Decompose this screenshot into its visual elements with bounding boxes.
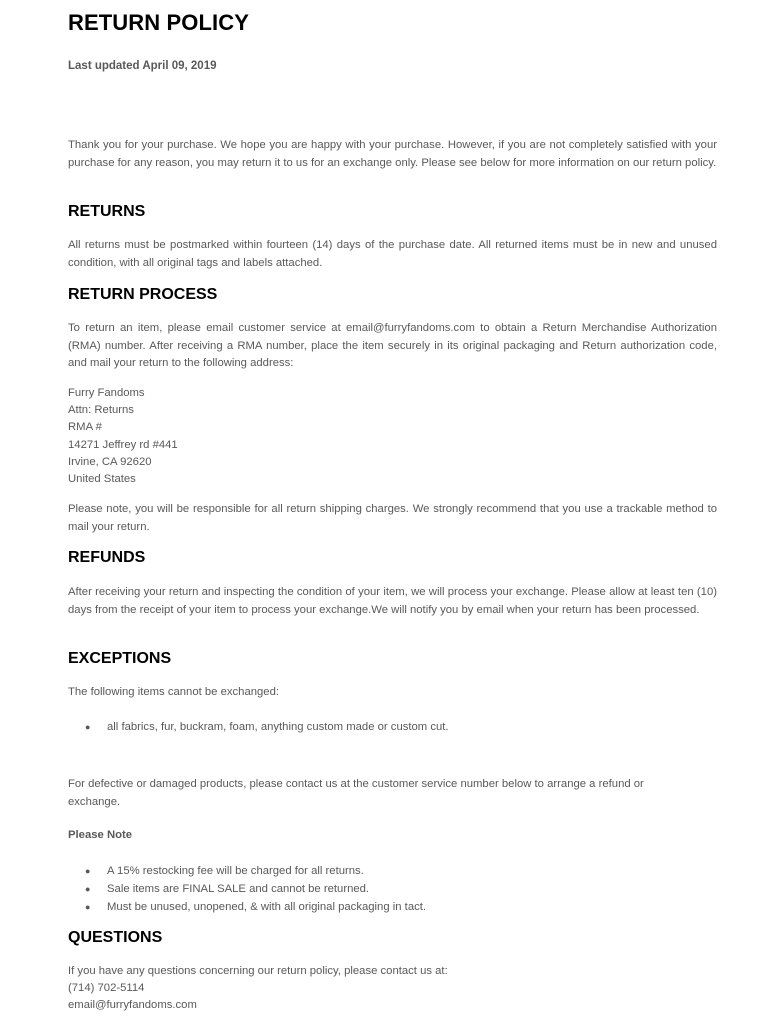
bullet-icon: ● — [85, 866, 91, 876]
list-item — [68, 899, 426, 917]
list-item-text: Sale items are FINAL SALE and cannot be returned. — [107, 882, 370, 895]
exceptions-heading: EXCEPTIONS — [68, 650, 172, 667]
defective-paragraph: For defective or damaged products, please contact us at the customer service number below to arrange a refund or exchange. — [68, 778, 644, 808]
list-item-text: A 15% restocking fee will be charged for all returns. — [107, 865, 364, 877]
list-item — [68, 719, 449, 737]
list-item-text: all fabrics, fur, buckram, foam, anything custom made or custom cut. — [107, 721, 449, 733]
questions-text: If you have any questions concerning our return policy, please contact us at: — [68, 965, 448, 977]
bullet-icon: ● — [85, 883, 91, 894]
questions-heading: QUESTIONS — [68, 929, 163, 946]
refunds-paragraph: After receiving your return and inspecting the condition of your item, we will process your exchange. Please allow at least ten (10) days from the receipt of your item to process your exchange.We will notify you by email when your return has been processed. — [68, 586, 717, 616]
exceptions-list — [68, 719, 449, 737]
list-item-text: Must be unused, unopened, & with all original packaging in tact. — [107, 900, 427, 913]
last-updated: Last updated April 09, 2019 — [68, 60, 217, 72]
email-link[interactable]: email@furryfandoms.com — [68, 999, 197, 1012]
list-item — [68, 881, 426, 899]
shipping-note-paragraph: Please note, you will be responsible for all return shipping charges. We strongly recommend that you use a trackable method to mail your return. — [68, 503, 717, 533]
bullet-icon: ● — [85, 901, 91, 912]
address-line: United States — [68, 473, 136, 486]
list-item — [68, 863, 426, 881]
returns-heading: RETURNS — [68, 203, 146, 220]
refunds-heading: REFUNDS — [68, 549, 146, 566]
bullet-icon: ● — [85, 722, 91, 732]
address-line: Attn: Returns — [68, 404, 134, 417]
phone-number[interactable]: (714) 702-5114 — [68, 982, 145, 995]
return-address — [68, 385, 178, 488]
page-title: RETURN POLICY — [68, 10, 249, 35]
exceptions-intro: The following items cannot be exchanged: — [68, 686, 280, 698]
address-line: Irvine, CA 92620 — [68, 455, 152, 468]
address-line: Furry Fandoms — [68, 387, 145, 399]
questions-contact — [68, 963, 448, 1015]
return-process-paragraph: To return an item, please email customer service at email@furryfandoms.com to obtain a Return Merchandise Authorization (RMA) number. After receiving a RMA number, place the item securely in its original packaging and Return authorization code, and mail your return to the following address: — [68, 322, 717, 369]
return-process-heading: RETURN PROCESS — [68, 286, 218, 303]
returns-paragraph: All returns must be postmarked within fourteen (14) days of the purchase date. All returned items must be in new and unused condition, with all original tags and labels attached. — [68, 239, 717, 269]
please-note-list — [68, 863, 426, 916]
intro-paragraph: Thank you for your purchase. We hope you are happy with your purchase. However, if you are not completely satisfied with your purchase for any reason, you may return it to us for an exchange only. Please see below for more information on our return policy. — [68, 139, 717, 169]
address-line: RMA # — [68, 421, 102, 434]
please-note-label: Please Note — [68, 829, 133, 841]
address-line: 14271 Jeffrey rd #441 — [68, 438, 178, 451]
